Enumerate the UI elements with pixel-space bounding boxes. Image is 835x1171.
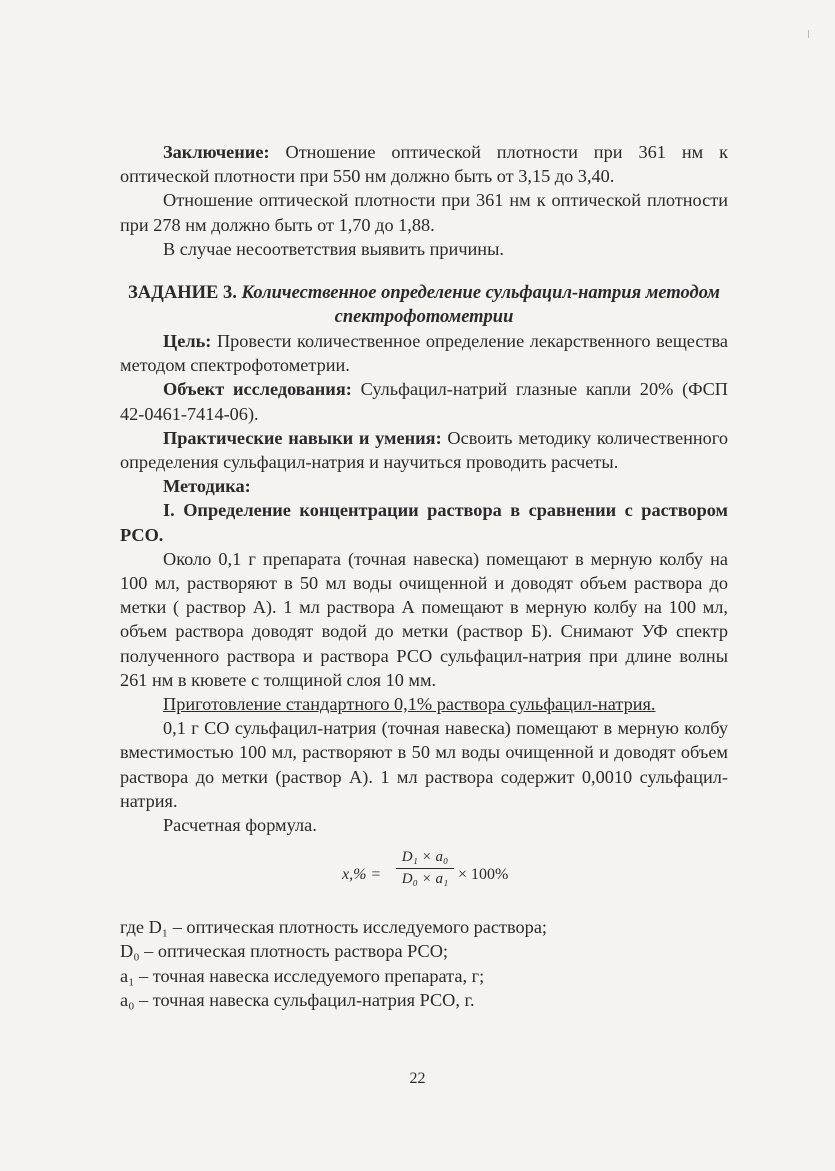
conclusion-text: Отношение оптической плотности при 361 нм к оптической плотности при 550 нм должно быть от 3,15 до 3,40. [120,142,728,187]
goal-label: Цель: [163,331,212,352]
formula-rhs: × 100% [458,866,509,884]
formula-label: Расчетная формула. [163,815,317,836]
definition-a0: a₀ – точная навеска сульфацил-натрия РСО, г. [120,989,475,1010]
conclusion-ratio-paragraph: Отношение оптической плотности при 361 нм к оптической плотности при 278 нм должно быть от 1,70 до 1,88. [120,190,728,235]
page-content [120,140,728,1012]
method-label: Методика: [163,476,251,497]
section-heading: I. Определение концентрации раствора в сравнении с раствором РСО. [120,500,728,545]
conclusion-label: Заключение: [163,142,270,162]
goal-text: Провести количественное определение лекарственного вещества методом спектрофотометрии. [120,331,728,376]
standard-solution-subheading: Приготовление стандартного 0,1% раствора сульфацил-натрия. [163,694,656,715]
task-number: ЗАДАНИЕ 3. [128,283,237,304]
skills-label: Практические навыки и умения: [163,427,442,448]
object-text: Сульфацил-натрий глазные капли 20% (ФСП 42-0461-7414-06). [120,379,728,424]
formula-lhs: x,% = [342,866,382,884]
formula-fraction [396,849,454,888]
method-paragraph-1: Около 0,1 г препарата (точная навеска) помещают в мерную колбу на 100 мл, растворяют в 50 мл воды очищенной и доводят объем раствора до метки ( раствор А). 1 мл раствора А помещают в мерную колбу на 100 мл, объем раствора доводят водой до метки (раствор Б). Снимают УФ спектр полученного раствора и раствора РСО сульфацил-натрия при длине волны 261 нм в кювете с толщиной слоя 10 мм. [120,548,728,690]
page-number: 22 [409,1070,426,1087]
task-title: Количественное определение сульфацил-натрия методом спектрофотометрии [241,283,720,328]
scan-mark [808,30,809,38]
method-paragraph-2: 0,1 г СО сульфацил-натрия (точная навеска) помещают в мерную колбу вместимостью 100 мл, растворяют в 50 мл воды очищенной и доводят объем раствора до метки (раствор А). 1 мл раствора содержит 0,0010 сульфацил-натрия. [120,718,728,811]
definition-d1: где D₁ – оптическая плотность исследуемого раствора; [120,917,548,938]
skills-paragraph [120,426,728,474]
skills-text: Освоить методику количественного определения сульфацил-натрия и научиться проводить расчеты. [120,427,728,473]
formula-numerator: D₁ × a₀ [396,849,454,869]
calculation-formula [120,849,728,905]
definition-a1: a₁ – точная навеска исследуемого препарата, г; [120,965,485,986]
object-label: Объект исследования: [163,379,352,400]
conclusion-paragraph [120,140,728,188]
goal-paragraph [120,329,728,377]
formula-denominator: D₀ × a₁ [401,871,449,888]
task-heading [120,281,728,329]
definition-d0: D₀ – оптическая плотность раствора РСО; [120,941,449,962]
object-paragraph [120,377,728,425]
conclusion-mismatch-paragraph: В случае несоответствия выявить причины. [163,238,504,259]
definitions-list [120,915,728,1012]
